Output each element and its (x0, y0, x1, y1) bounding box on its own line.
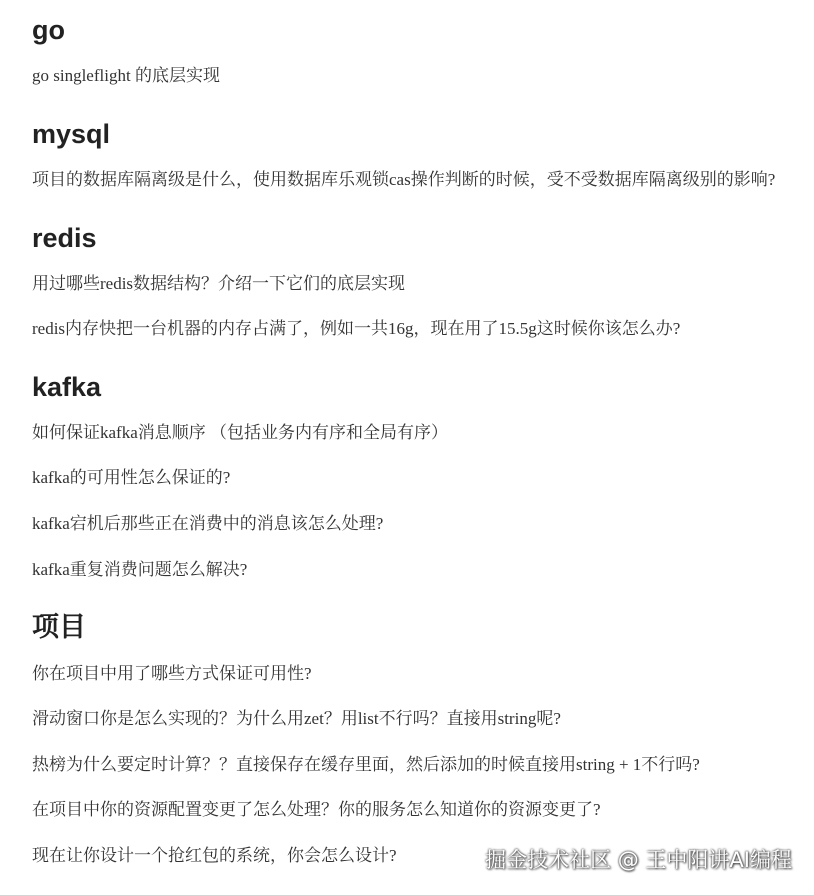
question-project-5: 现在让你设计一个抢红包的系统，你会怎么设计? (32, 846, 397, 865)
section-title-kafka: kafka (32, 372, 102, 402)
question-kafka-2: kafka的可用性怎么保证的? (32, 468, 231, 487)
question-kafka-3: kafka宕机后那些正在消费中的消息该怎么处理? (32, 514, 384, 533)
question-mysql-1: 项目的数据库隔离级是什么，使用数据库乐观锁cas操作判断的时候，受不受数据库隔离级别的影响? (32, 170, 776, 189)
section-title-go: go (32, 15, 65, 45)
watermark-text: 掘金技术社区 @ 王中阳讲AI编程 (485, 848, 792, 872)
section-title-mysql: mysql (32, 119, 111, 149)
question-kafka-4: kafka重复消费问题怎么解决? (32, 560, 248, 579)
question-redis-1: 用过哪些redis数据结构？介绍一下它们的底层实现 (32, 274, 406, 293)
question-go-1: go singleflight 的底层实现 (32, 66, 220, 85)
section-title-project: 项目 (32, 612, 86, 642)
section-title-redis: redis (32, 223, 97, 253)
question-project-2: 滑动窗口你是怎么实现的？为什么用zet？用list不行吗？直接用string呢? (32, 709, 561, 728)
question-kafka-1: 如何保证kafka消息顺序 （包括业务内有序和全局有序） (32, 423, 449, 442)
question-project-1: 你在项目中用了哪些方式保证可用性? (32, 664, 312, 683)
question-project-4: 在项目中你的资源配置变更了怎么处理？你的服务怎么知道你的资源变更了? (32, 800, 601, 819)
question-project-3: 热榜为什么要定时计算？？直接保存在缓存里面，然后添加的时候直接用string + 1不行吗? (32, 755, 700, 774)
question-redis-2: redis内存快把一台机器的内存占满了，例如一共16g，现在用了15.5g这时候你该怎么办? (32, 319, 681, 338)
